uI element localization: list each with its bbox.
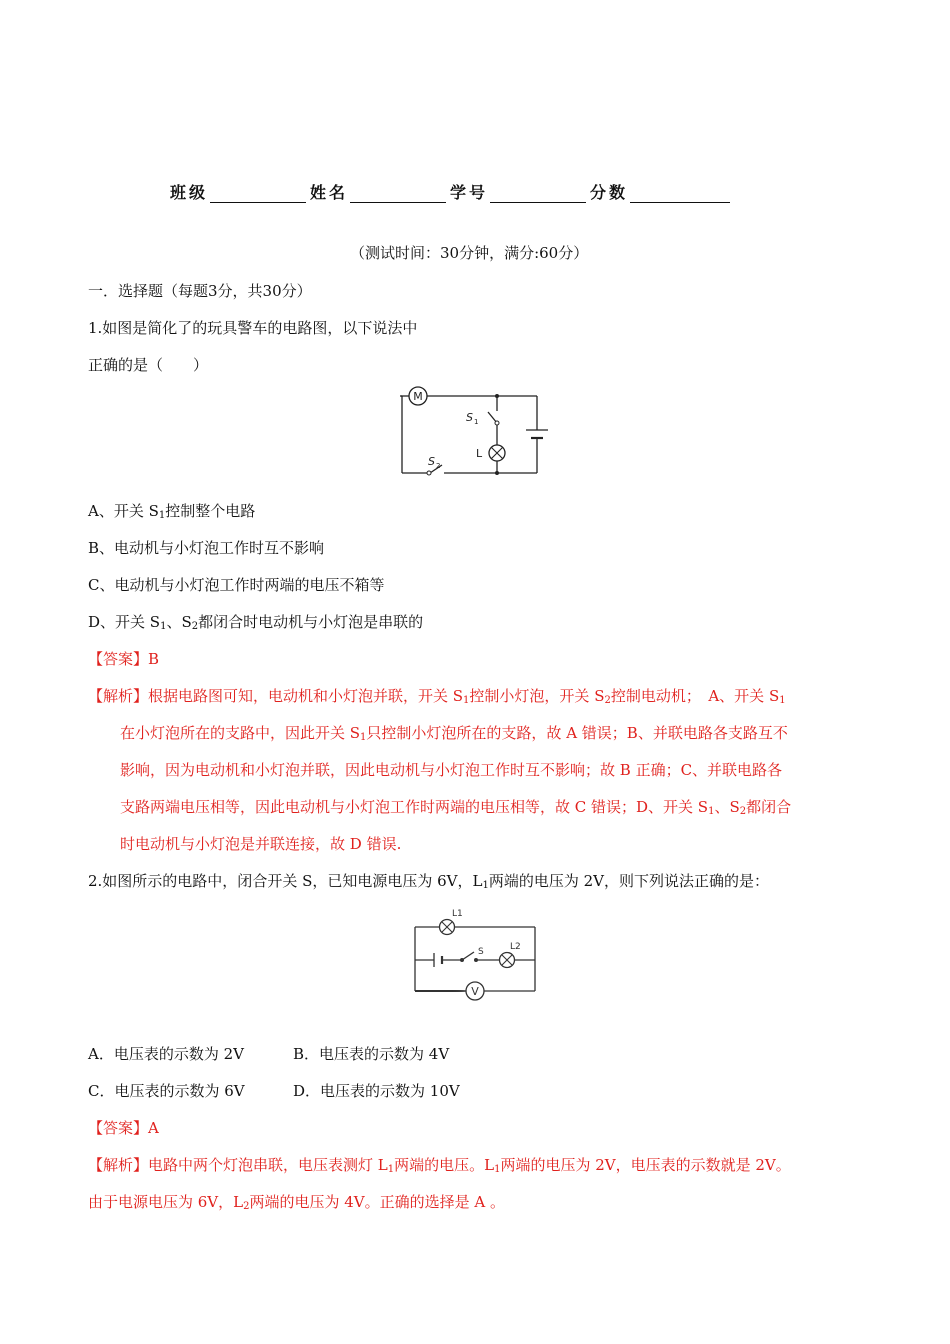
q2-option-d: D．电压表的示数为 10V bbox=[293, 1082, 460, 1100]
q1-stem-line2: 正确的是（ ） bbox=[88, 356, 209, 374]
q1-circuit-figure bbox=[398, 383, 554, 481]
test-info: （测试时间：30分钟，满分:60分） bbox=[350, 244, 589, 262]
q1-answer: 【答案】B bbox=[88, 650, 160, 668]
q2-answer: 【答案】A bbox=[88, 1119, 159, 1137]
q1-option-d: D、开关 $S_1$、$S_2$都闭合时电动机与小灯泡是串联的 bbox=[88, 613, 424, 632]
motor-symbol: M bbox=[413, 390, 423, 403]
s2-label: S bbox=[428, 455, 435, 468]
q2-option-c: C．电压表的示数为 6V bbox=[88, 1082, 245, 1100]
q1-analysis-line5: 时电动机与小灯泡是并联连接，故 D 错误. bbox=[120, 835, 402, 853]
q2-circuit-figure bbox=[410, 905, 540, 1005]
score-label: 分数 bbox=[590, 183, 629, 202]
section-title: 一．选择题（每题3分，共30分） bbox=[88, 282, 312, 300]
q2-analysis-line1: 【解析】电路中两个灯泡串联，电压表测灯 $L_1$两端的电压。$L_1$两端的电压为 2V，电压表的示数就是 2V。 bbox=[88, 1156, 791, 1175]
class-blank bbox=[210, 182, 306, 203]
q1-analysis-line1: 【解析】根据电路图可知，电动机和小灯泡并联，开关 $S_1$控制小灯泡，开关 $S_2$控制电动机； A、开关 $S_1$ bbox=[88, 687, 786, 706]
name-label: 姓名 bbox=[310, 183, 349, 202]
id-label: 学号 bbox=[450, 183, 489, 202]
v-label: V bbox=[471, 985, 479, 998]
l1-label: L1 bbox=[452, 909, 463, 919]
l2-label: L2 bbox=[510, 942, 521, 952]
q1-analysis-line2: 在小灯泡所在的支路中，因此开关 $S_1$只控制小灯泡所在的支路，故 A 错误；B、并联电路各支路互不 bbox=[120, 724, 788, 743]
q2-analysis-line2: 由于电源电压为 6V，$L_2$两端的电压为 4V。正确的选择是 A 。 bbox=[88, 1193, 505, 1212]
lamp-label: L bbox=[476, 447, 483, 460]
q1-stem-line1: 1.如图是简化了的玩具警车的电路图，以下说法中 bbox=[88, 319, 418, 337]
q2-option-a: A．电压表的示数为 2V bbox=[88, 1045, 244, 1063]
s1-label-sub: 1 bbox=[474, 418, 479, 426]
q2-stem: 2.如图所示的电路中，闭合开关 S，已知电源电压为 6V，$L_1$两端的电压为 2V，则下列说法正确的是： bbox=[88, 872, 769, 891]
class-label: 班级 bbox=[170, 183, 209, 202]
q1-analysis-line3: 影响，因为电动机和小灯泡并联，因此电动机与小灯泡工作时互不影响；故 B 正确；C、并联电路各 bbox=[120, 761, 783, 779]
q2-option-b: B．电压表的示数为 4V bbox=[293, 1045, 450, 1063]
q1-analysis-line4: 支路两端电压相等，因此电动机与小灯泡工作时两端的电压相等，故 C 错误；D、开关 $S_1$、$S_2$都闭合 bbox=[120, 798, 792, 817]
id-blank bbox=[490, 182, 586, 203]
s2-label-sub: 2 bbox=[436, 462, 441, 470]
score-blank bbox=[630, 182, 730, 203]
q1-option-b: B、电动机与小灯泡工作时互不影响 bbox=[88, 539, 325, 557]
s1-label: S bbox=[466, 411, 473, 424]
s-label: S bbox=[478, 947, 484, 957]
q1-option-a: A、开关 $S_1$控制整个电路 bbox=[88, 502, 256, 521]
name-blank bbox=[350, 182, 446, 203]
header-line bbox=[170, 180, 730, 203]
q1-option-c: C、电动机与小灯泡工作时两端的电压不箱等 bbox=[88, 576, 385, 594]
